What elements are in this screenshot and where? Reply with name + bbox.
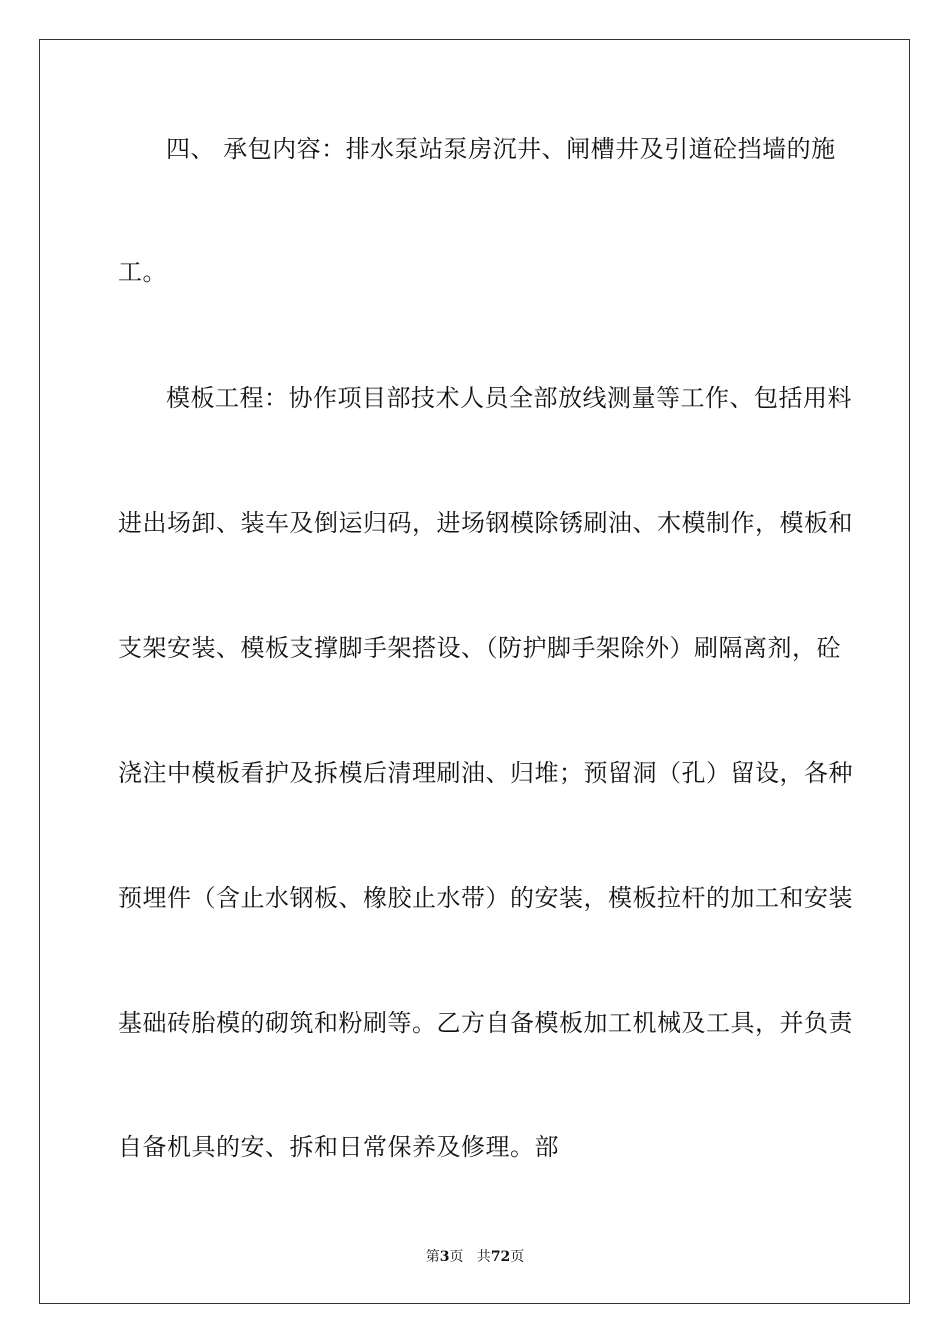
paragraph-line-9: 自备机具的安、拆和日常保养及修理。部 xyxy=(118,1133,559,1161)
footer-prefix: 第 xyxy=(425,1249,440,1265)
footer-middle: 页 共 xyxy=(449,1249,491,1265)
footer-suffix: 页 xyxy=(510,1249,525,1265)
paragraph-line-5: 支架安装、模板支撑脚手架搭设、（防护脚手架除外）刷隔离剂，砼 xyxy=(118,634,841,662)
paragraph-line-1: 四、 承包内容：排水泵站泵房沉井、闸槽井及引道砼挡墙的施 xyxy=(166,135,836,163)
paragraph-line-3: 模板工程：协作项目部技术人员全部放线测量等工作、包括用料 xyxy=(166,384,852,412)
page-footer xyxy=(0,1248,950,1266)
page-border xyxy=(39,39,910,1304)
paragraph-line-2: 工。 xyxy=(118,258,167,286)
paragraph-line-8: 基础砖胎模的砌筑和粉刷等。乙方自备模板加工机械及工具，并负责 xyxy=(118,1009,853,1037)
paragraph-line-4: 进出场卸、装车及倒运归码，进场钢模除锈刷油、木模制作，模板和 xyxy=(118,509,853,537)
paragraph-line-6: 浇注中模板看护及拆模后清理刷油、归堆；预留洞（孔）留设，各种 xyxy=(118,759,853,787)
paragraph-line-7: 预埋件（含止水钢板、橡胶止水带）的安装，模板拉杆的加工和安装 xyxy=(118,884,853,912)
footer-page-number: 3 xyxy=(439,1249,450,1265)
footer-total-pages: 72 xyxy=(490,1249,511,1265)
